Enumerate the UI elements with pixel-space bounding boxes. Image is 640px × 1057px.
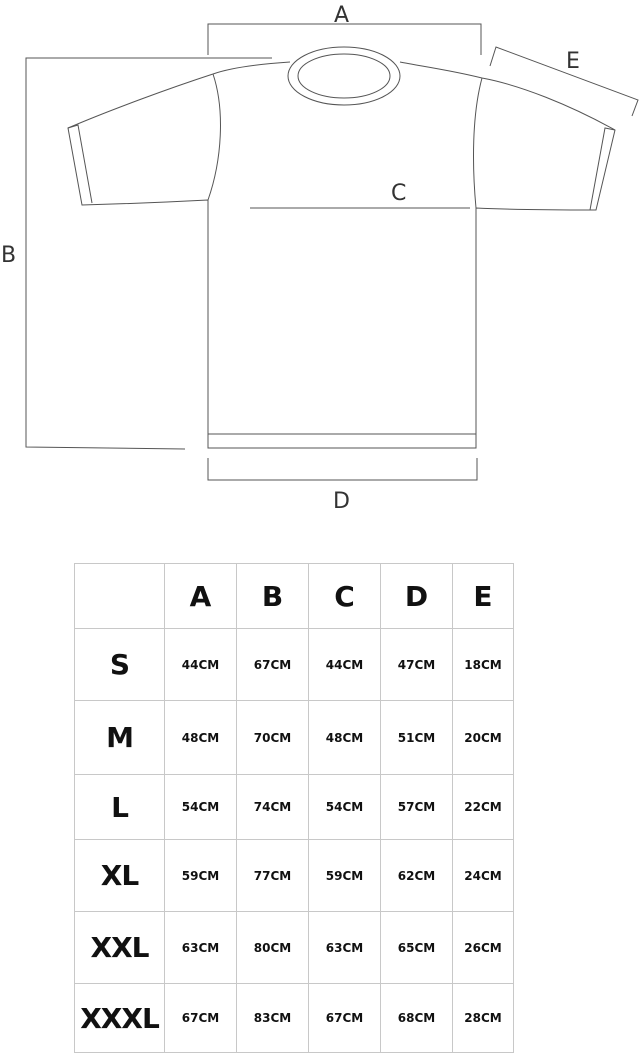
table-row bbox=[75, 912, 514, 984]
measurement-cell: 65CM bbox=[381, 912, 453, 984]
collar-outer bbox=[288, 47, 400, 105]
label-a: A bbox=[334, 3, 350, 28]
measurement-cell: 20CM bbox=[453, 701, 514, 775]
tshirt-measurement-diagram bbox=[0, 0, 640, 520]
measurement-cell: 77CM bbox=[237, 840, 309, 912]
size-label: M bbox=[75, 701, 165, 775]
label-c: C bbox=[391, 181, 407, 206]
column-header-e: E bbox=[453, 564, 514, 629]
measurement-cell: 48CM bbox=[165, 701, 237, 775]
dimension-line-a bbox=[208, 24, 481, 55]
collar-inner bbox=[298, 54, 390, 98]
measurement-cell: 63CM bbox=[165, 912, 237, 984]
size-chart-table bbox=[74, 563, 514, 1053]
measurement-cell: 74CM bbox=[237, 775, 309, 840]
right-armhole-seam bbox=[474, 78, 482, 208]
tshirt-outline bbox=[68, 62, 615, 448]
label-d: D bbox=[333, 489, 350, 514]
size-label: XL bbox=[75, 840, 165, 912]
measurement-cell: 67CM bbox=[165, 984, 237, 1053]
table-row bbox=[75, 701, 514, 775]
measurement-cell: 54CM bbox=[165, 775, 237, 840]
measurement-cell: 22CM bbox=[453, 775, 514, 840]
size-label: S bbox=[75, 629, 165, 701]
measurement-cell: 51CM bbox=[381, 701, 453, 775]
column-header-d: D bbox=[381, 564, 453, 629]
measurement-cell: 47CM bbox=[381, 629, 453, 701]
measurement-cell: 80CM bbox=[237, 912, 309, 984]
measurement-cell: 59CM bbox=[309, 840, 381, 912]
measurement-cell: 63CM bbox=[309, 912, 381, 984]
dimension-line-b bbox=[26, 58, 272, 449]
table-row bbox=[75, 775, 514, 840]
table-corner-cell bbox=[75, 564, 165, 629]
measurement-cell: 44CM bbox=[165, 629, 237, 701]
size-label: XXL bbox=[75, 912, 165, 984]
right-sleeve-cuff bbox=[590, 128, 615, 210]
left-armhole-seam bbox=[208, 74, 220, 200]
column-header-c: C bbox=[309, 564, 381, 629]
table-row bbox=[75, 984, 514, 1053]
measurement-cell: 24CM bbox=[453, 840, 514, 912]
size-label: L bbox=[75, 775, 165, 840]
measurement-cell: 70CM bbox=[237, 701, 309, 775]
measurement-cell: 68CM bbox=[381, 984, 453, 1053]
measurement-cell: 18CM bbox=[453, 629, 514, 701]
measurement-cell: 28CM bbox=[453, 984, 514, 1053]
measurement-cell: 57CM bbox=[381, 775, 453, 840]
table-header-row bbox=[75, 564, 514, 629]
measurement-cell: 62CM bbox=[381, 840, 453, 912]
measurement-cell: 54CM bbox=[309, 775, 381, 840]
column-header-a: A bbox=[165, 564, 237, 629]
size-label: XXXL bbox=[75, 984, 165, 1053]
column-header-b: B bbox=[237, 564, 309, 629]
measurement-cell: 48CM bbox=[309, 701, 381, 775]
measurement-cell: 26CM bbox=[453, 912, 514, 984]
measurement-cell: 67CM bbox=[237, 629, 309, 701]
dimension-line-e bbox=[490, 47, 638, 116]
measurement-cell: 44CM bbox=[309, 629, 381, 701]
table-row bbox=[75, 840, 514, 912]
label-e: E bbox=[566, 49, 580, 74]
label-b: B bbox=[1, 243, 17, 268]
measurement-cell: 67CM bbox=[309, 984, 381, 1053]
table-row bbox=[75, 629, 514, 701]
measurement-cell: 83CM bbox=[237, 984, 309, 1053]
dimension-line-d bbox=[208, 458, 477, 480]
measurement-cell: 59CM bbox=[165, 840, 237, 912]
